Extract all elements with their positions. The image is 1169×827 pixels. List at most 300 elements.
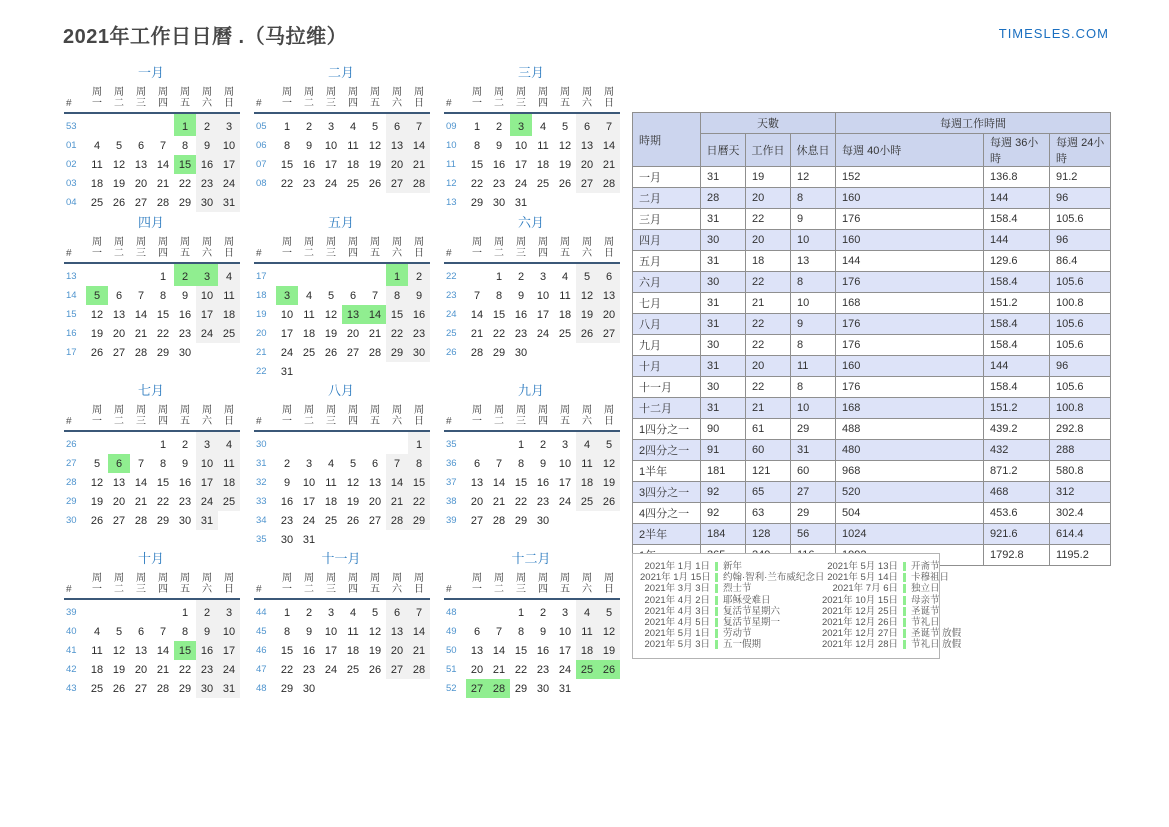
day-cell: 16	[280, 495, 294, 508]
day-cell: 2	[517, 270, 525, 283]
day-cell: 27	[112, 346, 126, 359]
weekday-header: 周 五	[560, 573, 570, 595]
day-cell	[218, 343, 240, 362]
table-value-cell: 8	[791, 335, 836, 356]
week-row	[444, 305, 620, 324]
holiday-marker-bar	[715, 607, 718, 616]
day-cell: 1	[473, 120, 481, 133]
day-cell: 9	[539, 457, 547, 470]
day-cell: 22	[514, 663, 528, 676]
period-label-cell: 十月	[633, 356, 701, 377]
table-value-cell: 13	[791, 251, 836, 272]
day-cell: 31	[196, 511, 218, 530]
week-row	[254, 530, 430, 549]
table-value-cell: 158.4	[984, 272, 1050, 293]
weekday-header: 周 二	[494, 405, 504, 427]
day-cell: 26	[576, 324, 598, 343]
holiday-day-cell: 15	[174, 641, 196, 660]
table-value-cell: 151.2	[984, 398, 1050, 419]
day-cell: 5	[327, 289, 335, 302]
day-cell: 14	[156, 644, 170, 657]
table-value-cell: 96	[1050, 230, 1111, 251]
table-row	[633, 272, 1111, 293]
month-table-head	[254, 87, 430, 113]
week-row	[64, 263, 240, 286]
weekday-header: 周 四	[348, 237, 358, 259]
weekday-header: 周 六	[582, 237, 592, 259]
week-number: 10	[446, 140, 457, 151]
month-calendar-11	[254, 548, 428, 698]
table-value-cell: 20	[746, 356, 791, 377]
week-row	[254, 622, 430, 641]
week-number: 52	[446, 683, 457, 694]
holiday-day-cell: 26	[598, 660, 620, 679]
day-cell: 12	[368, 625, 382, 638]
legend-holiday-name: 独立日	[911, 583, 940, 595]
weekday-header: 周 四	[158, 573, 168, 595]
month-calendar-2	[254, 62, 428, 193]
table-value-cell: 11	[791, 356, 836, 377]
day-cell: 6	[598, 263, 620, 286]
day-cell: 2	[495, 120, 503, 133]
table-value-cell: 105.6	[1050, 314, 1111, 335]
day-cell: 16	[514, 308, 528, 321]
day-cell: 24	[218, 174, 240, 193]
day-cell	[532, 193, 554, 212]
table-value-cell: 92	[701, 482, 746, 503]
table-value-cell: 61	[746, 419, 791, 440]
week-row	[444, 193, 620, 212]
table-value-cell: 10	[791, 398, 836, 419]
day-cell	[196, 343, 218, 362]
holiday-marker-bar	[715, 629, 718, 638]
week-number-header: #	[446, 248, 452, 259]
period-label-cell: 二月	[633, 188, 701, 209]
table-value-cell: 871.2	[984, 461, 1050, 482]
day-cell	[466, 263, 488, 286]
day-cell	[598, 511, 620, 530]
day-cell	[342, 362, 364, 381]
week-number-header: #	[256, 584, 262, 595]
weekday-header-row	[254, 237, 430, 263]
weekday-header: 周 五	[560, 405, 570, 427]
table-value-cell: 91	[701, 440, 746, 461]
table-row	[633, 230, 1111, 251]
holiday-marker-bar	[903, 584, 906, 593]
day-cell: 29	[514, 514, 528, 527]
day-cell: 10	[196, 286, 218, 305]
day-cell: 1	[159, 270, 167, 283]
table-value-cell: 22	[746, 377, 791, 398]
month-table-head	[444, 573, 620, 599]
day-cell	[386, 530, 408, 549]
day-cell	[386, 362, 408, 381]
weekday-header: 周 一	[92, 405, 102, 427]
table-value-cell: 292.8	[1050, 419, 1111, 440]
table-value-cell: 56	[791, 524, 836, 545]
day-cell: 14	[470, 308, 484, 321]
day-cell	[276, 263, 298, 286]
month-calendar-5	[254, 212, 428, 381]
period-label-cell: 4四分之一	[633, 503, 701, 524]
table-value-cell: 28	[701, 188, 746, 209]
legend-date: 2021年 5月 1日	[644, 628, 710, 640]
day-cell	[488, 431, 510, 454]
week-row	[444, 431, 620, 454]
day-cell	[342, 431, 364, 454]
table-subheader-36h: 每週 36小時	[984, 134, 1050, 167]
week-row	[64, 492, 240, 511]
week-number: 17	[66, 347, 77, 358]
day-cell: 4	[561, 270, 569, 283]
day-cell: 6	[115, 289, 123, 302]
day-cell: 14	[156, 158, 170, 171]
table-value-cell: 128	[746, 524, 791, 545]
day-cell: 3	[539, 270, 547, 283]
day-cell: 23	[178, 495, 192, 508]
day-cell: 18	[536, 158, 550, 171]
weekday-header: 周 四	[538, 573, 548, 595]
table-value-cell: 580.8	[1050, 461, 1111, 482]
day-cell: 11	[91, 644, 103, 657]
table-value-cell: 22	[746, 314, 791, 335]
table-value-cell: 144	[984, 230, 1050, 251]
week-number: 11	[446, 159, 456, 170]
weekday-header: 周 三	[516, 405, 526, 427]
day-cell: 19	[90, 495, 104, 508]
holiday-day-cell: 6	[108, 454, 130, 473]
day-cell	[386, 431, 408, 454]
week-number: 37	[446, 477, 457, 488]
day-cell: 1	[517, 438, 525, 451]
day-cell: 7	[371, 289, 379, 302]
day-cell: 9	[196, 136, 218, 155]
day-cell: 8	[517, 625, 525, 638]
weekday-header: 周 六	[392, 237, 402, 259]
day-cell: 13	[134, 158, 148, 171]
day-cell: 25	[324, 514, 338, 527]
day-cell: 24	[514, 177, 528, 190]
week-number-header: #	[256, 416, 262, 427]
day-cell: 23	[536, 495, 550, 508]
week-number: 21	[256, 347, 267, 358]
day-cell	[130, 599, 152, 622]
day-cell: 18	[90, 177, 104, 190]
table-subheader-calendar-days: 日曆天	[701, 134, 746, 167]
weekday-header: 周 日	[224, 87, 234, 109]
day-cell	[576, 511, 598, 530]
weekday-header: 周 六	[202, 237, 212, 259]
day-cell: 14	[598, 136, 620, 155]
week-number: 09	[446, 121, 457, 132]
table-row	[633, 503, 1111, 524]
weekday-header: 周 二	[304, 237, 314, 259]
week-number: 06	[256, 140, 267, 151]
table-subheader-rest-days: 休息日	[791, 134, 836, 167]
legend-date: 2021年 4月 3日	[644, 605, 710, 617]
legend-holiday-name: 母亲节	[911, 594, 940, 606]
day-cell: 7	[408, 113, 430, 136]
day-cell: 10	[324, 139, 338, 152]
weekday-header: 周 三	[136, 405, 146, 427]
period-label-cell: 五月	[633, 251, 701, 272]
day-cell: 24	[558, 495, 572, 508]
weekday-header-row	[254, 405, 430, 431]
day-cell	[130, 431, 152, 454]
table-value-cell: 144	[836, 251, 984, 272]
day-cell	[598, 343, 620, 362]
day-cell: 25	[558, 327, 572, 340]
week-number: 18	[256, 290, 267, 301]
day-cell	[320, 431, 342, 454]
table-value-cell: 65	[746, 482, 791, 503]
day-cell	[386, 679, 408, 698]
day-cell: 13	[112, 308, 126, 321]
day-cell: 21	[492, 495, 506, 508]
day-cell: 5	[561, 120, 569, 133]
weekday-header: 周 四	[538, 87, 548, 109]
weekday-header: 周 一	[472, 87, 482, 109]
day-cell: 4	[576, 431, 598, 454]
table-row	[633, 293, 1111, 314]
week-number: 17	[256, 271, 267, 282]
day-cell: 6	[473, 457, 481, 470]
day-cell	[488, 599, 510, 622]
legend-holiday-name: 节礼日 放假	[911, 639, 962, 651]
day-cell: 28	[408, 660, 430, 679]
week-row	[254, 599, 430, 622]
legend-date: 2021年 5月 14日	[827, 572, 898, 584]
site-link[interactable]: TIMESLES.COM	[998, 26, 1109, 41]
table-value-cell: 432	[984, 440, 1050, 461]
table-row	[633, 377, 1111, 398]
day-cell: 23	[408, 324, 430, 343]
month-table	[444, 405, 620, 530]
month-calendar-3	[444, 62, 618, 212]
day-cell: 9	[181, 457, 189, 470]
week-row	[254, 492, 430, 511]
day-cell: 11	[347, 139, 359, 152]
day-cell: 28	[470, 346, 484, 359]
month-calendar-7	[64, 380, 238, 530]
day-cell: 7	[598, 113, 620, 136]
month-table-head	[444, 405, 620, 431]
month-title: 九月	[517, 383, 544, 398]
weekday-header: 周 一	[282, 237, 292, 259]
holiday-day-cell: 27	[466, 679, 488, 698]
day-cell: 12	[112, 644, 126, 657]
legend-entry	[818, 583, 961, 594]
day-cell: 19	[112, 177, 126, 190]
day-cell: 1	[283, 606, 291, 619]
month-table	[64, 573, 240, 698]
weekday-header: 周 二	[494, 237, 504, 259]
month-table-head	[64, 573, 240, 599]
day-cell	[598, 679, 620, 698]
weekday-header: 周 四	[348, 87, 358, 109]
period-label-cell: 六月	[633, 272, 701, 293]
day-cell	[86, 431, 108, 454]
week-row	[444, 286, 620, 305]
week-row	[254, 660, 430, 679]
table-value-cell: 63	[746, 503, 791, 524]
table-row	[633, 461, 1111, 482]
day-cell: 25	[90, 682, 104, 695]
weekday-header: 周 四	[538, 405, 548, 427]
table-value-cell: 488	[836, 419, 984, 440]
legend-date: 2021年 1月 15日	[640, 572, 711, 584]
weekday-header: 周 三	[326, 87, 336, 109]
day-cell	[298, 362, 320, 381]
week-number: 42	[66, 664, 77, 675]
week-row	[254, 473, 430, 492]
day-cell: 5	[93, 457, 101, 470]
day-cell	[364, 530, 386, 549]
week-number: 30	[66, 515, 77, 526]
day-cell: 25	[346, 663, 360, 676]
weekday-header: 周 日	[414, 237, 424, 259]
day-cell	[554, 511, 576, 530]
week-number: 39	[446, 515, 457, 526]
week-row	[444, 660, 620, 679]
week-row	[444, 599, 620, 622]
day-cell: 5	[598, 599, 620, 622]
day-cell: 19	[576, 305, 598, 324]
weekday-header: 周 六	[582, 87, 592, 109]
month-title: 六月	[517, 215, 544, 230]
day-cell: 7	[408, 599, 430, 622]
week-row	[64, 660, 240, 679]
day-cell: 1	[283, 120, 291, 133]
day-cell: 24	[218, 660, 240, 679]
day-cell	[466, 431, 488, 454]
legend-entry	[818, 572, 961, 583]
week-row	[64, 113, 240, 136]
day-cell: 30	[536, 682, 550, 695]
day-cell: 23	[178, 327, 192, 340]
day-cell: 9	[408, 286, 430, 305]
day-cell: 14	[492, 476, 506, 489]
day-cell: 18	[576, 473, 598, 492]
legend-date: 2021年 12月 28日	[821, 639, 898, 651]
day-cell: 22	[178, 177, 192, 190]
day-cell	[408, 679, 430, 698]
table-value-cell: 30	[701, 230, 746, 251]
day-cell: 10	[280, 308, 294, 321]
day-cell: 22	[156, 327, 170, 340]
day-cell: 3	[327, 120, 335, 133]
table-value-cell: 144	[984, 356, 1050, 377]
week-number: 03	[66, 178, 77, 189]
month-table	[64, 405, 240, 530]
day-cell: 4	[305, 289, 313, 302]
table-subheader-24h: 每週 24小時	[1050, 134, 1111, 167]
table-value-cell: 31	[701, 356, 746, 377]
month-table-head	[64, 87, 240, 113]
table-value-cell: 19	[746, 167, 791, 188]
weekday-header: 周 六	[582, 573, 592, 595]
week-row	[444, 136, 620, 155]
day-cell: 14	[408, 136, 430, 155]
weekday-header: 周 二	[304, 405, 314, 427]
day-cell: 1	[517, 606, 525, 619]
day-cell: 29	[280, 682, 294, 695]
day-cell: 7	[386, 454, 408, 473]
day-cell: 9	[181, 289, 189, 302]
month-table	[254, 237, 430, 381]
period-label-cell: 3四分之一	[633, 482, 701, 503]
period-label-cell: 四月	[633, 230, 701, 251]
legend-entry	[818, 606, 961, 617]
day-cell: 3	[327, 606, 335, 619]
day-cell: 13	[470, 644, 484, 657]
period-label-cell: 1四分之一	[633, 419, 701, 440]
week-row	[254, 155, 430, 174]
day-cell	[532, 343, 554, 362]
legend-entry	[640, 628, 818, 639]
legend-entry	[640, 595, 818, 606]
day-cell: 3	[561, 438, 569, 451]
legend-date: 2021年 12月 27日	[821, 628, 898, 640]
week-row	[444, 679, 620, 698]
month-calendar-12	[444, 548, 618, 698]
week-number: 07	[256, 159, 267, 170]
legend-entry	[640, 617, 818, 628]
week-number: 38	[446, 496, 457, 507]
month-table-head	[64, 237, 240, 263]
table-value-cell: 136.8	[984, 167, 1050, 188]
week-number: 01	[66, 140, 77, 151]
holiday-marker-bar	[715, 562, 718, 571]
day-cell: 31	[218, 193, 240, 212]
day-cell: 11	[91, 158, 103, 171]
table-value-cell: 30	[701, 335, 746, 356]
table-value-cell: 9	[791, 314, 836, 335]
weekday-header-row	[254, 87, 430, 113]
table-value-cell: 31	[791, 440, 836, 461]
period-label-cell: 2四分之一	[633, 440, 701, 461]
weekday-header: 周 日	[604, 237, 614, 259]
day-cell: 1	[181, 606, 189, 619]
day-cell: 2	[196, 113, 218, 136]
day-cell: 22	[408, 492, 430, 511]
week-number: 08	[256, 178, 267, 189]
week-row	[254, 286, 430, 305]
month-title: 七月	[137, 383, 164, 398]
day-cell: 30	[536, 514, 550, 527]
day-cell: 16	[536, 476, 550, 489]
day-cell	[320, 530, 342, 549]
day-cell: 10	[558, 457, 572, 470]
day-cell: 15	[156, 476, 170, 489]
day-cell: 26	[90, 514, 104, 527]
month-calendar-4	[64, 212, 238, 362]
day-cell: 15	[386, 305, 408, 324]
weekday-header: 周 四	[348, 405, 358, 427]
week-number: 13	[66, 271, 77, 282]
day-cell: 17	[324, 644, 338, 657]
day-cell: 12	[598, 454, 620, 473]
day-cell: 30	[492, 196, 506, 209]
weekday-header: 周 日	[414, 573, 424, 595]
day-cell: 1	[159, 438, 167, 451]
table-value-cell: 302.4	[1050, 503, 1111, 524]
week-row	[64, 286, 240, 305]
table-value-cell: 100.8	[1050, 293, 1111, 314]
period-label-cell: 十一月	[633, 377, 701, 398]
weekday-header-row	[64, 237, 240, 263]
month-table	[254, 87, 430, 193]
